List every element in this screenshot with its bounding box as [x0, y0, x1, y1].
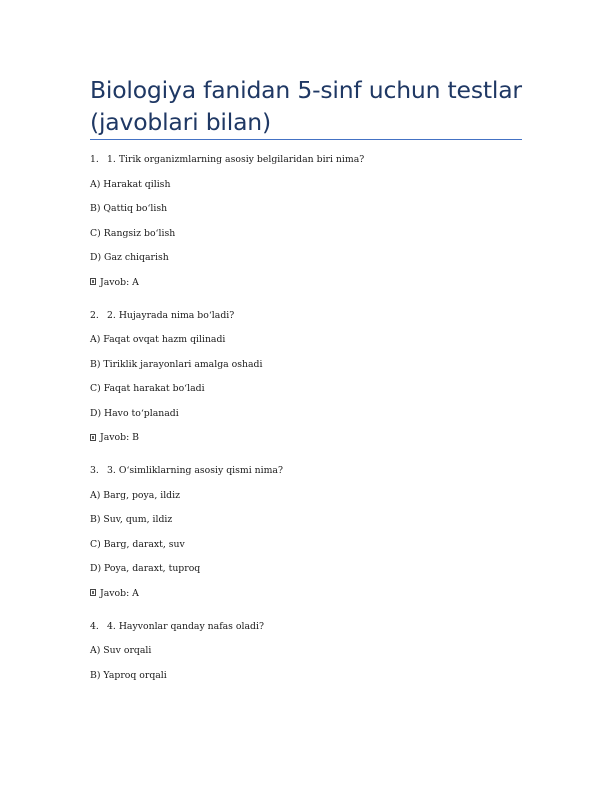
question-text: 4. Hayvonlar qanday nafas oladi?: [107, 620, 264, 632]
answer-text: Javob: B: [100, 432, 139, 443]
answer-line: [90, 277, 522, 289]
checkbox-glyph-icon: [90, 589, 96, 596]
checkbox-glyph-icon: [90, 434, 96, 441]
option-d: D) Havo to‘planadi: [90, 407, 179, 419]
option-b: B) Suv, qum, ildiz: [90, 514, 173, 525]
option-a: A) Barg, poya, ildiz: [90, 489, 181, 501]
question-number: 4.: [90, 620, 99, 632]
question-number: 2.: [90, 309, 99, 321]
option-a: A) Harakat qilish: [90, 178, 171, 190]
question-text: 3. O‘simliklarning asosiy qismi nima?: [107, 465, 283, 476]
option-c: C) Barg, daraxt, suv: [90, 538, 185, 550]
question-4: [90, 621, 522, 633]
option-b: B) Tiriklik jarayonlari amalga oshadi: [90, 358, 263, 370]
document-title: Biologiya fanidan 5-sinf uchun testlar (javoblari bilan): [90, 76, 522, 136]
option-a: A) Suv orqali: [90, 645, 152, 656]
option-b: B) Yaproq orqali: [90, 669, 167, 681]
answer-line: [90, 432, 522, 444]
option-a: A) Faqat ovqat hazm qilinadi: [90, 334, 226, 345]
question-number: 3.: [90, 465, 99, 476]
question-1: [90, 154, 522, 166]
option-b: B) Qattiq bo‘lish: [90, 203, 168, 214]
checkbox-glyph-icon: [90, 278, 96, 285]
question-list: [90, 154, 522, 694]
question-text: 1. Tirik organizmlarning asosiy belgilaridan biri nima?: [107, 154, 365, 165]
answer-text: Javob: A: [100, 587, 139, 599]
question-text: 2. Hujayrada nima bo‘ladi?: [107, 309, 235, 321]
answer-line: [90, 588, 522, 600]
answer-text: Javob: A: [100, 276, 139, 288]
option-c: C) Rangsiz bo‘lish: [90, 227, 176, 239]
question-2: [90, 310, 522, 322]
title-underline: [90, 139, 522, 140]
option-d: D) Poya, daraxt, tuproq: [90, 563, 201, 574]
question-number: 1.: [90, 154, 99, 165]
option-d: D) Gaz chiqarish: [90, 252, 169, 263]
option-c: C) Faqat harakat bo‘ladi: [90, 383, 205, 394]
question-3: [90, 465, 522, 477]
